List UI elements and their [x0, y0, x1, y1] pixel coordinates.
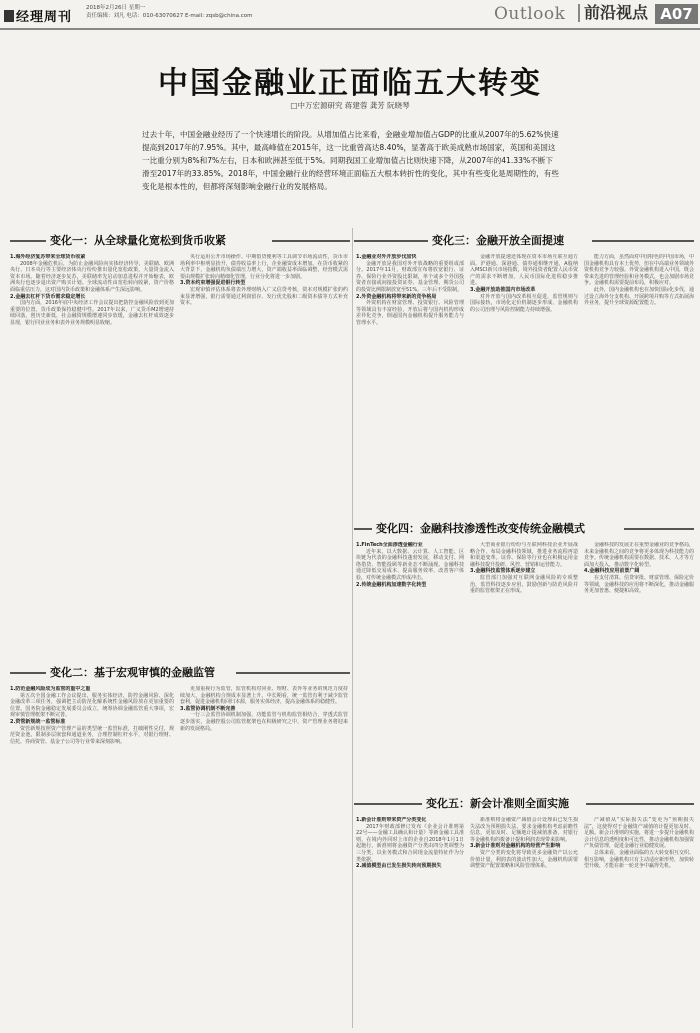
issue-date: 2018年2月26日 星期一	[86, 5, 146, 11]
paragraph: 新准则将金融资产减值会计处理由已发生损失法改为预期损失法，要求金融机构考虑前瞻性信息，更加及时、足额地计提减值准备，对银行等金融机构的拨备计提和利润表现带来影响。	[470, 817, 578, 843]
page-header	[0, 0, 700, 30]
section-heading-1	[10, 232, 350, 250]
body-column	[470, 817, 578, 1027]
article-lead: 过去十年，中国金融业经历了一个快速增长的阶段。从增加值占比来看，金融业增加值占GDP的比重从2007年的5.62%快速提高到2017年的7.95%。其中，最高峰值在2015年，这一比重曾高达8.40%，显著高于欧美成熟市场国家，英国和美国这一比重分别为8%和7%左右，日本和欧洲甚至低于5%。同期我国工业增加值占比则快速下降，从2007年的41.33%不断下滑至2017年的33.85%。2018年，中国金融行业的经营环境正面临五大根本转折性的变化，其中有些变化是周期性的，有些变化是根本性的，但都将深刻影响金融行业的发展格局。	[142, 130, 559, 191]
section-heading-text: 变化五：新会计准则全面实施	[426, 797, 569, 810]
subheading: 2.金融去杠杆下货币需求稳定增长	[10, 293, 86, 300]
section-heading-5	[354, 795, 694, 813]
subheading: 2.减值模型由已发生损失转向预期损失	[356, 863, 442, 870]
heading-rule	[10, 672, 46, 674]
center-divider	[352, 228, 353, 1028]
body-column	[10, 686, 174, 1026]
heading-rule	[272, 240, 350, 242]
paragraph: 在支付清算、信贷审批、财富管理、保险定价等领域，金融科技的应用将不断深化，推动金融服务更加普惠、便捷和高效。	[584, 574, 694, 595]
page-number: A07	[655, 4, 698, 24]
article-title: 中国金融业正面临五大转变	[158, 66, 542, 101]
paragraph: 监管部门加强对互联网金融风险的专项整治，监管科技逐步应用，鼓励创新与防范风险并重的监管框架正在形成。	[470, 574, 578, 595]
paragraph: 此外，国内金融机构也在加快国际化步伐，通过设立海外分支机构、开展跨境并购等方式拓展海外业务，提升全球资源配置能力。	[584, 286, 694, 307]
paragraph: 资产分类的变化将导致更多金融资产以公允价值计量，利润表的波动性加大，金融机构需要调整资产配置策略和风险管理体系。	[470, 849, 578, 870]
paragraph: 产减值从“实际损失法”变更为“预期损失法”，这使得对于金融资产减值的计提更加及时、足额。新会计准则的实施，将进一步提升金融机构会计信息的透明度和可比性，推动金融机构加强资产负债管理，促进金融行业稳健发展。	[584, 817, 694, 850]
subheading: 4.金融科技应用前景广阔	[584, 568, 640, 575]
article-byline: □中万宏源研究 蒋建蓉 龚芳 阮晓琴	[290, 101, 410, 110]
paragraph: 对外开放与国内改革相互促进，监管规则与国际接轨，市场化定价机制逐步形成，金融机构的公司治理与风险控制能力持续增强。	[470, 293, 578, 313]
newspaper-logo	[4, 6, 72, 25]
paragraph: 外资机构在财富管理、投资银行、风险管理等领域具有丰富经验，开放后将与国内机构形成差异化竞争，倒逼国内金融机构提升服务能力与管理水平。	[356, 300, 464, 326]
subheading: 3.金融科技监管体系逐步建立	[470, 568, 536, 575]
logo-mark-icon	[4, 10, 14, 22]
paragraph: 2008年金融危机后，为防止金融风险向实体经济传导，美联储、欧洲央行、日本央行等主要经济体央行纷纷推出量化宽松政策，大量资金流入资本市场。随着经济逐步复苏，美联储率先启动加息进程并开始缩表，欧洲央行也逐步退出资产购买计划。全球流动性由宽松转向收紧，资产价格面临重估压力，这对国内货币政策和金融体系产生深远影响。	[10, 260, 174, 293]
subheading: 1.防范金融风险成为监管的重中之重	[10, 686, 91, 692]
body-column	[356, 542, 464, 788]
body-column	[356, 817, 464, 1027]
body-column	[470, 542, 578, 788]
body-column	[356, 254, 464, 514]
paragraph: 近年来，以大数据、云计算、人工智能、区块链为代表的金融科技蓬勃发展，移动支付、网络借贷、智能投顾等新业态不断涌现。金融科技通过降低交易成本、提高服务效率、改善客户体验，对传统金融模式形成冲击。	[356, 548, 464, 581]
paragraph: 国内方面，2016年底中央经济工作会议提出把防控金融风险放到更加重要的位置，货币政策保持稳健中性。2017年以来，广义货币M2增速持续回落，创历史新低，社会融资规模增速同步放缓，金融去杠杆成效逐步显现，银行同业业务和表外业务规模明显收缩。	[10, 300, 174, 326]
paragraph: 更加重视行为监管，监管机构对同业、理财、表外等业务的规范力度持续加大，金融机构合规成本显著上升。中长期看，统一监管有利于减少监管套利，促进金融机构回归本源，服务实体经济，提高金融体系的稳健性。	[180, 686, 348, 706]
heading-rule	[10, 240, 46, 242]
section-heading-2	[10, 664, 350, 682]
section-heading-text: 变化四：金融科技渗透性改变传统金融模式	[376, 522, 585, 535]
section-heading-text: 变化三：金融开放全面提速	[432, 234, 564, 247]
section-heading-text: 变化一：从全球量化宽松到货币收紧	[50, 234, 226, 247]
body-column	[470, 254, 578, 514]
subheading: 1.金融业对外开放步伐加快	[356, 254, 417, 260]
heading-rule	[586, 803, 694, 805]
subheading: 3.金融开放助推国内市场改革	[470, 286, 536, 293]
paragraph: 宏观审慎评估体系将表外理财纳入广义信贷考核，资本对规模扩张的约束显著增强，银行需要通过利润留存、发行优先股和二级资本债等方式补充资本。	[180, 286, 348, 307]
heading-rule	[236, 672, 350, 674]
paragraph: 资管新规按照资产管理产品的类型统一监管标准，打破刚性兑付，规范资金池，限制多层嵌套和通道业务，合理控制杠杆水平，对银行理财、信托、券商资管、基金子公司等行业带来深刻影响。	[10, 725, 174, 745]
paragraph: 央行运用公开市场操作、中期借贷便利等工具调节市场流动性，货币市场利率中枢明显抬升，债券收益率上行，企业融资成本增加。在货币收紧的大背景下，金融机构负债端压力增大，资产端收益率面临调整，经营模式需要由规模扩张转向精细化管理，行业分化将进一步加剧。	[180, 254, 348, 280]
paragraph: 金融科技的发展正在重塑金融业的竞争格局，未来金融机构之间的竞争将更多体现为科技能力的竞争。传统金融机构需要在数据、技术、人才等方面加大投入，推动数字化转型。	[584, 542, 694, 568]
subheading: 1.新会计准则带来资产分类变化	[356, 817, 427, 823]
paragraph: 一行三会监管协调机制加强，功能监管与机构监管相结合，穿透式监管逐步落实，金融控股公司监管框架也在积极研究之中，资产管理业务将迎来新的发展格局。	[180, 712, 348, 732]
section-heading-4	[354, 520, 694, 538]
paragraph: 总体来看，金融业面临的五大转变相互交织、相互影响，金融机构只有主动适应新形势，加快转型升级，才能在新一轮竞争中赢得先机。	[584, 849, 694, 870]
editor-contact: 责任编辑：刘凡 电话：010-63070627 E-mail: zqsb@china.com	[86, 13, 253, 19]
paragraph: 2017年财政部修订发布《企业会计准则第22号——金融工具确认和计量》等新金融工具准则，在境内外同时上市的企业自2018年1月1日起施行。新准则将金融资产分类由四分类调整为三分类，以业务模式和合同现金流量特征作为分类依据。	[356, 823, 464, 863]
heading-rule	[354, 240, 428, 242]
subheading: 3.资本约束增强促进银行转型	[180, 280, 246, 287]
section-heading-3	[354, 232, 694, 250]
issue-meta	[86, 4, 252, 20]
subheading: 2.外资金融机构将带来新的竞争格局	[356, 293, 437, 300]
body-column	[584, 254, 694, 514]
paragraph: 金融开放是我国对外开放战略的重要组成部分。2017年11月，财政部宣布将放宽银行、证券、保险行业外资股比限制，单个或多个外国投资者直接或间接投资证券、基金管理、期货公司的投资比例限制放宽至51%，三年后不受限制。	[356, 260, 464, 293]
section-name-en: Outlook	[494, 4, 566, 24]
section-heading-text: 变化二：基于宏观审慎的金融监管	[50, 666, 215, 679]
heading-rule	[354, 803, 422, 805]
body-column	[180, 686, 348, 1026]
logo-text: 经理周刊	[16, 10, 73, 25]
subheading: 2.资管新规统一监管标准	[10, 718, 66, 725]
body-column	[584, 542, 694, 788]
heading-rule	[354, 528, 372, 530]
heading-rule	[624, 528, 694, 530]
body-column	[10, 254, 174, 658]
paragraph: 能力方面，虽然面对中国特色的中国市场，中国金融机构具有本土优势，但在中高端业务领域外资机构竞争力较强。外资金融机构进入中国，既会带来先进的管理经验和业务模式，也会加剧市场竞争。金融机构需要提前布局，积极应对。	[584, 254, 694, 287]
body-column	[180, 254, 348, 658]
paragraph: 金融开放提速还体现在资本市场互联互通方面，沪港通、深港通、债券通相继开通，A股纳入MSCI新兴市场指数，境外投资者配置人民币资产的需求不断增加，人民币国际化进程稳步推进。	[470, 254, 578, 287]
subheading: 2.传统金融机构加速数字化转型	[356, 581, 427, 588]
body-column	[584, 817, 694, 1027]
subheading: 3.监管协调机制不断完善	[180, 705, 236, 712]
heading-rule	[592, 240, 694, 242]
subheading: 1.FinTech全面渗透金融行业	[356, 542, 423, 548]
paragraph: 第五次全国金融工作会议提出，服务实体经济、防控金融风险、深化金融改革三项任务，强调把主动防范化解系统性金融风险放在更加重要的位置。国务院金融稳定发展委员会成立，统筹协调金融监管重大事项，宏观审慎管理框架不断完善。	[10, 692, 174, 719]
paragraph: 大型商业银行纷纷与互联网科技企业开展战略合作，布局金融科技领域，推进业务流程再造和渠道变革。证券、保险等行业也在积极运用金融科技提升投研、风控、营销和运营能力。	[470, 542, 578, 568]
subheading: 3.新会计准则对金融机构的经营产生影响	[470, 843, 561, 850]
subheading: 1.海外经济复苏带来全球货币收紧	[10, 254, 86, 260]
section-name-cn: 前沿视点	[578, 4, 648, 22]
